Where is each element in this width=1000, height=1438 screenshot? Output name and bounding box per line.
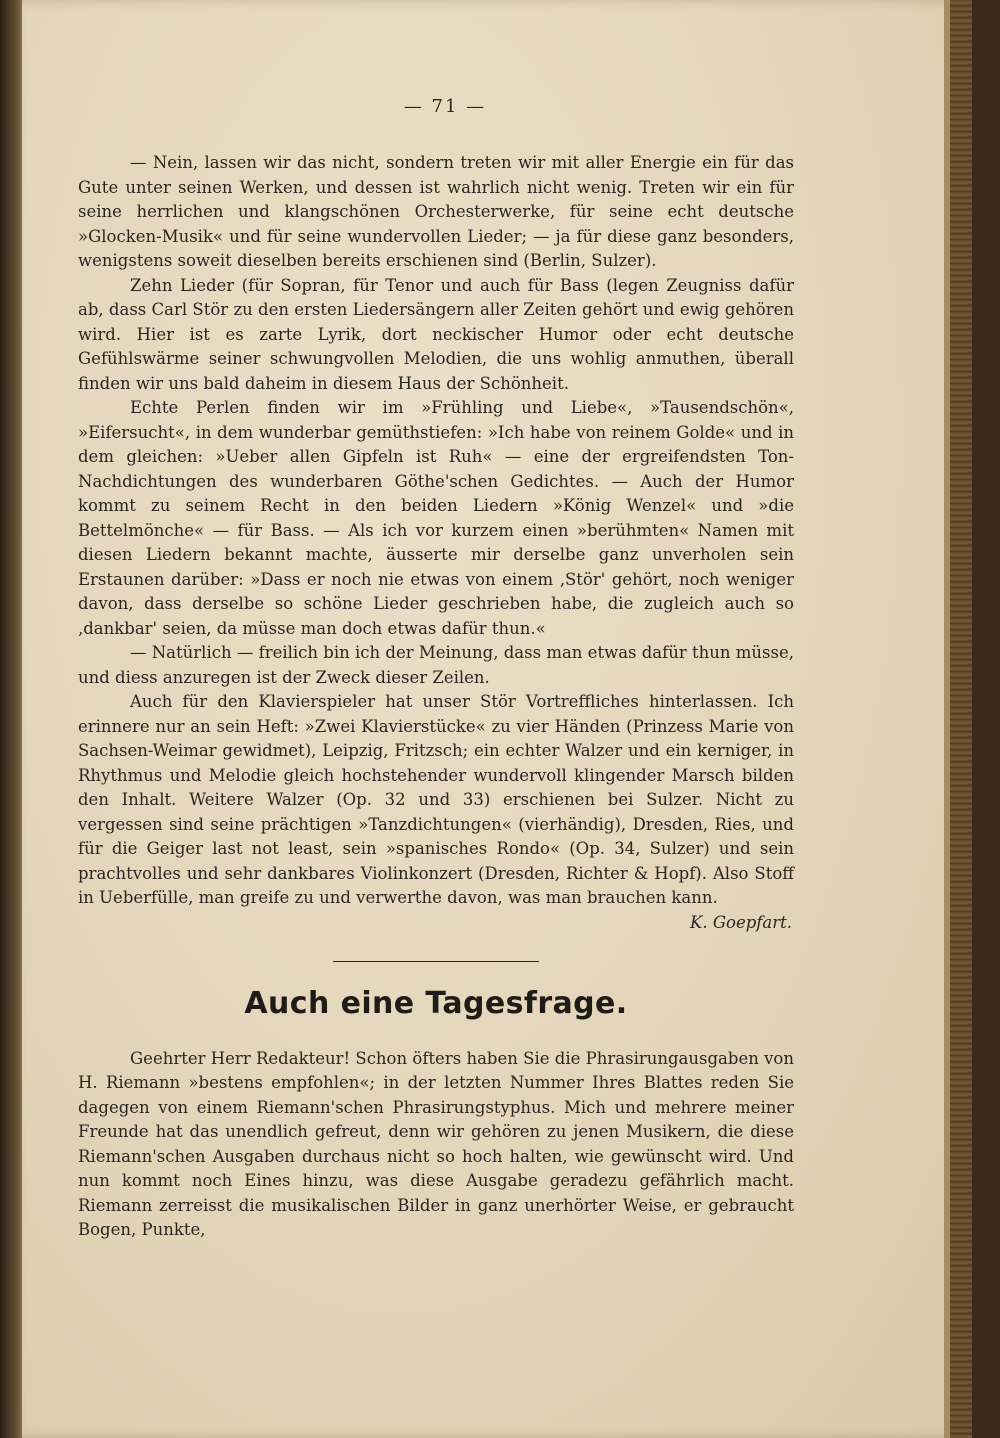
- paragraph-2: Zehn Lieder (für Sopran, für Tenor und auch für Bass (legen Zeugniss dafür ab, dass Carl Stör zu den ersten Liedersängern aller Zeiten gehört und ewig gehören wird. Hier ist es zarte Lyrik, dort neckischer Humor oder echt deutsche Gefühlswärme seiner schwungvollen Melodien, die uns wohlig anmuthen, überall finden wir uns bald daheim in diesem Haus der Schönheit.: [78, 275, 794, 393]
- paragraph-5: Auch für den Klavierspieler hat unser Stör Vortreffliches hinterlassen. Ich erinnere nur an sein Heft: »Zwei Klavierstücke« zu vier Händen (Prinzess Marie von Sachsen-Weimar gewidmet), Leipzig, Fritzsch; ein echter Walzer und ein kerniger, in Rhythmus und Melodie gleich hochstehender wundervoll klingender Marsch bilden den Inhalt. Weitere Walzer (Op. 32 und 33) erschienen bei Sulzer. Nicht zu vergessen sind seine prächtigen »Tanzdichtungen« (vierhändig), Dresden, Ries, und für die Geiger last not least, sein »spanisches Rondo« (Op. 34, Sulzer) und sein prachtvolles und sehr dankbares Violinkonzert (Dresden, Richter & Hopf). Also Stoff in Ueberfülle, man greife zu und verwerthe davon, was man brauchen kann.: [78, 692, 794, 907]
- section-divider: [333, 961, 539, 962]
- article-heading: Auch eine Tagesfrage.: [244, 985, 628, 1021]
- page-content: [78, 96, 794, 1243]
- page-fore-edge: [944, 0, 972, 1438]
- paragraph-4: — Natürlich — freilich bin ich der Meinung, dass man etwas dafür thun müsse, und diess anzuregen ist der Zweck dieser Zeilen.: [78, 643, 794, 687]
- page-number: — 71 —: [403, 96, 487, 117]
- letter-paragraph: Geehrter Herr Redakteur! Schon öfters haben Sie die Phrasirungausgaben von H. Riemann »bestens empfohlen«; in der letzten Nummer Ihres Blattes reden Sie dagegen von einem Riemann'schen Phrasirungstyphus. Mich und mehrere meiner Freunde hat das unendlich gefreut, denn wir gehören zu jenen Musikern, die diese Riemann'schen Ausgaben durchaus nicht so hoch halten, wie gewünscht wird. Und nun kommt noch Eines hinzu, was diese Ausgabe geradezu gefährlich macht. Riemann zerreisst die musikalischen Bilder in ganz unerhörter Weise, er gebraucht Bogen, Punkte,: [78, 1048, 794, 1239]
- book-page: [22, 0, 972, 1438]
- paragraph-1: — Nein, lassen wir das nicht, sondern treten wir mit aller Energie ein für das Gute unter seinen Werken, und dessen ist wahrlich nicht wenig. Treten wir ein für seine herrlichen und klangschönen Orchesterwerke, für seine echt deutsche »Glocken-Musik« und für seine wundervollen Lieder; — ja für diese ganz besonders, wenigstens soweit dieselben bereits erschienen sind (Berlin, Sulzer).: [78, 153, 794, 270]
- author-signature: K. Goepfart.: [690, 912, 792, 932]
- paragraph-3: Echte Perlen finden wir im »Frühling und Liebe«, »Tausendschön«, »Eifersucht«, in dem wunderbar gemüthstiefen: »Ich habe von reinem Golde« und in dem gleichen: »Ueber allen Gipfeln ist Ruh« — eine der ergreifendsten Ton-Nachdichtungen des wunderbaren Göthe'schen Gedichtes. — Auch der Humor kommt zu seinem Recht in den beiden Liedern »König Wenzel« und »die Bettelmönche« — für Bass. — Als ich vor kurzem einen »berühmten« Namen mit diesen Liedern bekannt machte, äusserte mir derselbe ganz unverholen sein Erstaunen darüber: »Dass er noch nie etwas von einem ‚Stör' gehört, noch weniger davon, dass derselbe so schöne Lieder geschrieben habe, die zugleich auch so ‚dankbar' seien, da müsse man doch etwas dafür thun.«: [78, 398, 794, 638]
